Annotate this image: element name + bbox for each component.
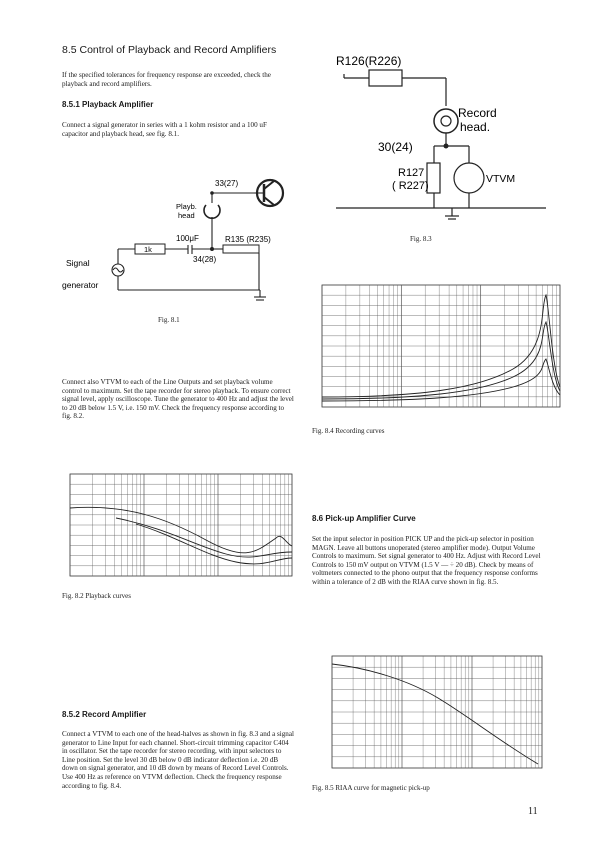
fig-8-1-caption: Fig. 8.1	[158, 316, 180, 324]
fig81-label-34: 34(28)	[193, 255, 217, 264]
fig-8-4-caption: Fig. 8.4 Recording curves	[312, 427, 385, 435]
fig83-label-head: head.	[460, 120, 491, 134]
fig83-label-r127b: ( R227)	[392, 180, 429, 192]
section-intro: If the specified tolerances for frequency response are exceeded, check the playback and record amplifiers.	[62, 71, 271, 88]
fig-8-2-graph	[56, 468, 296, 586]
fig82-curve	[70, 507, 292, 553]
page-number: 11	[528, 806, 538, 817]
fig-8-5-graph	[308, 650, 548, 778]
fig-8-5-caption: Fig. 8.5 RIAA curve for magnetic pick-up	[312, 784, 430, 792]
fig-8-2-caption: Fig. 8.2 Playback curves	[62, 592, 132, 600]
fig85-curve	[332, 664, 538, 764]
fig83-label-r127a: R127	[398, 167, 425, 179]
fig-8-3-caption: Fig. 8.3	[410, 235, 432, 243]
section-title: 8.5 Control of Playback and Record Amplifiers	[62, 44, 277, 56]
record-text: Connect a VTVM to each one of the head-halves as shown in fig. 8.3 and a signal generator to Line Input for each channel. Short-circuit trimming capacitor C404 in oscillator. Set the tape recorder for stereo recording, with input selectors to Line position. Set the level 30 dB below 0 dB indicator deflection i.e. 20 dB down on signal generator, and 10 dB down by means of Record Level Controls. Use 400 Hz as reference on VTVM deflection. Check the frequency response according to fig. 8.4.	[62, 730, 294, 790]
fig81-label-33: 33(27)	[215, 179, 239, 188]
fig84-curve	[322, 359, 560, 401]
playback-title: 8.5.1 Playback Amplifier	[62, 100, 154, 109]
record-title: 8.5.2 Record Amplifier	[62, 710, 147, 719]
fig-8-1-schematic	[60, 165, 300, 305]
fig81-label-signal: Signal	[66, 258, 90, 268]
fig81-label-head1: Playb.	[176, 202, 197, 211]
fig83-label-30: 30(24)	[378, 140, 413, 154]
fig81-label-generator: generator	[62, 280, 99, 290]
fig81-label-head2: head	[178, 211, 195, 220]
fig-8-3-schematic	[336, 48, 566, 236]
pickup-text: Set the input selector in position PICK UP and the pick-up selector in position MAGN. Leave all buttons unoperated (stereo amplifier mode). Output Volume Controls to maximum. Set signal generator to 400 Hz. Adjust with Record Level Controls to 150 mV output on VTVM (1.5 V — ÷ 20 dB). Check by means of voltmeters connected to the phono output that the frequency response conforms within a tolerance of 2 dB with the RIAA curve shown in fig. 8.5.	[312, 535, 541, 586]
fig81-label-r135: R135 (R235)	[225, 235, 271, 244]
fig83-label-r126: R126(R226)	[336, 54, 402, 68]
fig81-label-cap: 100μF	[176, 234, 199, 243]
playback-text-2: Connect also VTVM to each of the Line Outputs and set playback volume control to maximum. Set the tape recorder for stereo playback. To ensure correct signal level, apply oscilloscope. Tune the generator to 400 Hz and adjust the level to 20 dB below 1.5 V, i.e. 150 mV. Check the frequency response according to fig. 8.2.	[62, 378, 294, 421]
fig83-label-vtvm: VTVM	[486, 173, 516, 185]
fig-8-4-graph	[308, 277, 573, 422]
pickup-title: 8.6 Pick-up Amplifier Curve	[312, 514, 416, 523]
fig81-label-1k: 1k	[144, 245, 152, 254]
playback-text-1: Connect a signal generator in series with a 1 kohm resistor and a 100 uF capacitor and playback head, see fig. 8.1.	[62, 121, 267, 138]
fig83-label-record: Record	[458, 106, 497, 120]
